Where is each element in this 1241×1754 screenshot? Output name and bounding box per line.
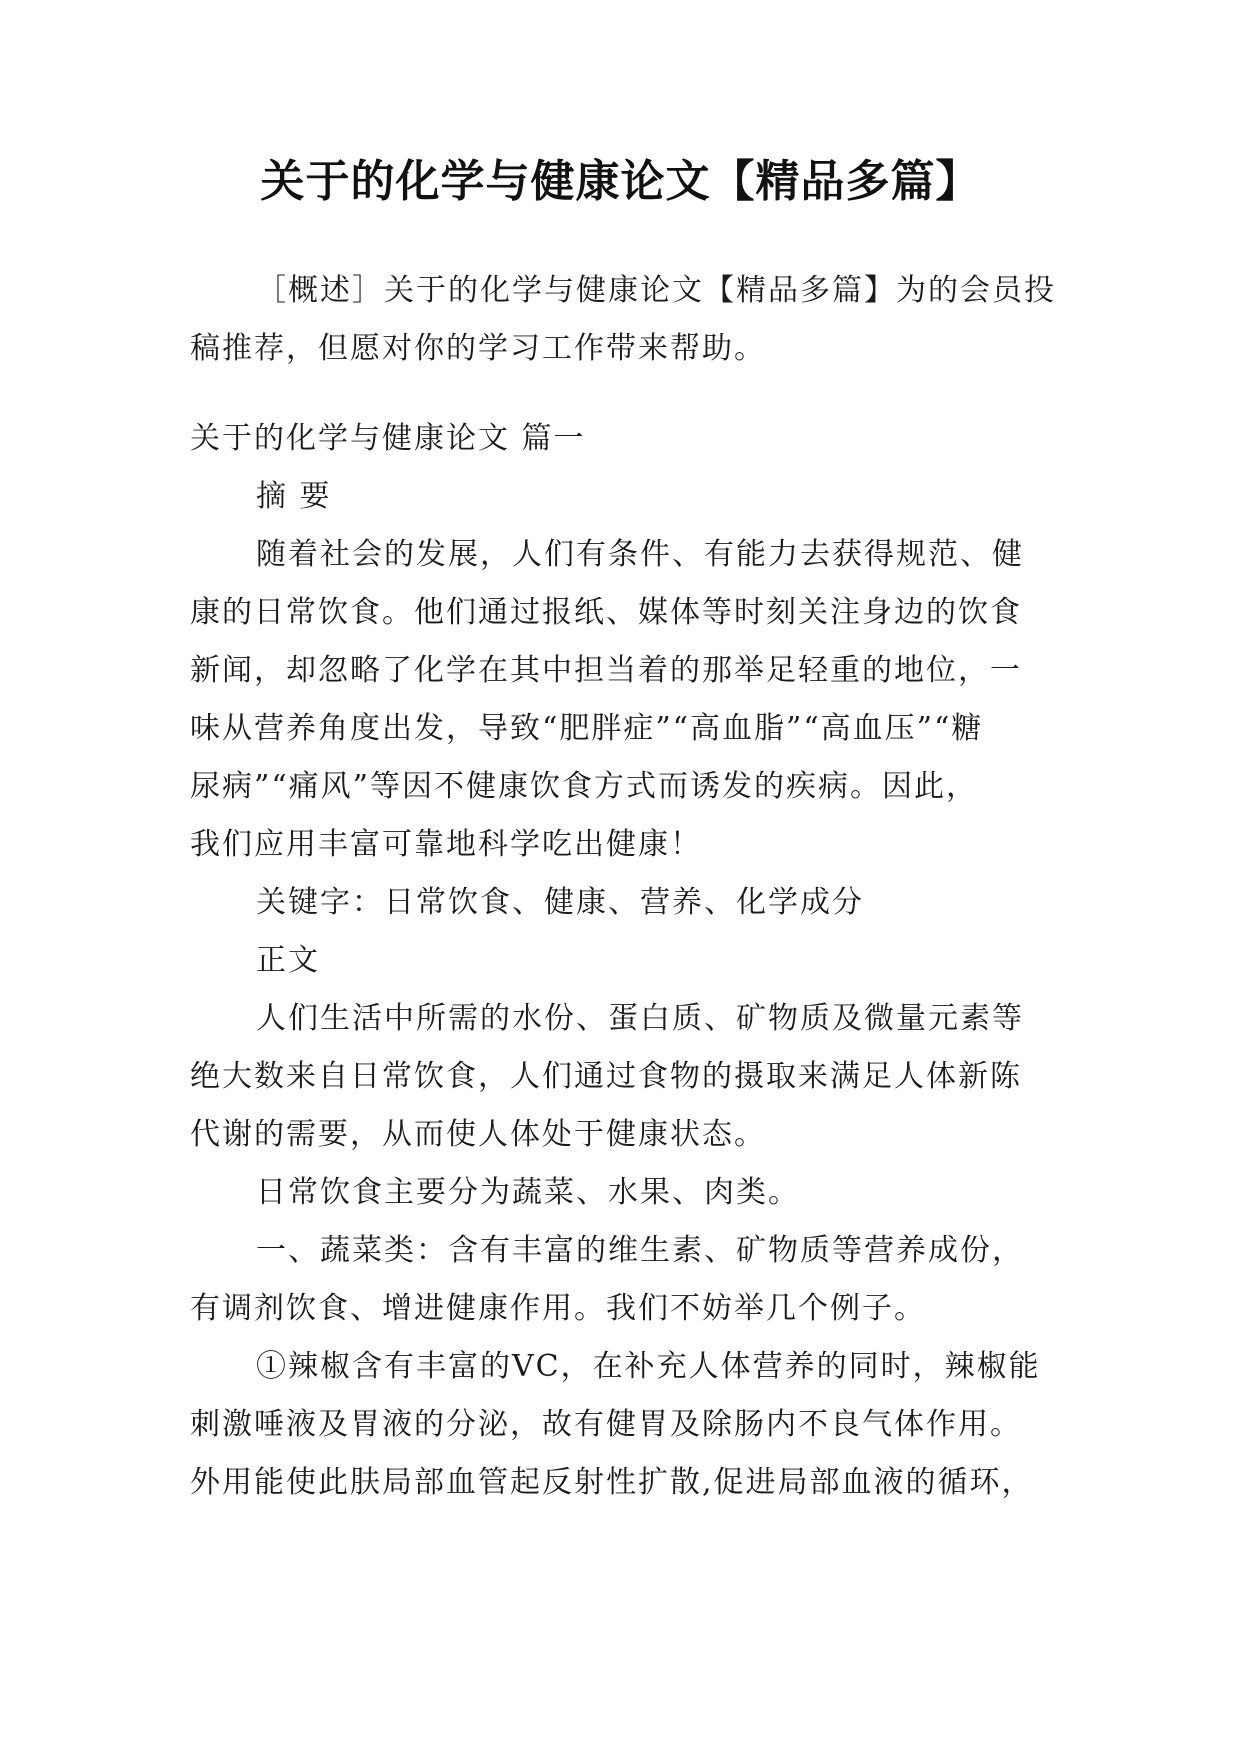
body-line: 尿病”“痛风”等因不健康饮食方式而诱发的疾病。因此，	[190, 769, 979, 804]
body-line: ①辣椒含有丰富的VC，在补充人体营养的同时，辣椒能	[256, 1349, 1041, 1384]
section-heading: 关于的化学与健康论文 篇一	[190, 421, 586, 456]
body-line: 有调剂饮食、增进健康作用。我们不妨举几个例子。	[190, 1291, 926, 1326]
body-line: 刺激唾液及胃液的分泌，故有健胃及除肠内不良气体作用。	[190, 1407, 1022, 1442]
body-line: 味从营养角度出发，导致“肥胖症”“高血脂”“高血压”“糖	[190, 711, 984, 746]
summary-line: 稿推荐，但愿对你的学习工作带来帮助。	[190, 331, 766, 366]
body-line: 一、蔬菜类：含有丰富的维生素、矿物质等营养成份，	[256, 1233, 1024, 1268]
body-line: 绝大数来自日常饮食，人们通过食物的摄取来满足人体新陈	[190, 1059, 1022, 1094]
body-line: 正文	[256, 943, 320, 978]
body-line: 我们应用丰富可靠地科学吃出健康！	[190, 827, 702, 862]
body-line: 代谢的需要，从而使人体处于健康状态。	[190, 1117, 766, 1152]
body-line: 摘 要	[256, 479, 332, 514]
body-line: 人们生活中所需的水份、蛋白质、矿物质及微量元素等	[256, 1001, 1024, 1036]
section-body	[190, 410, 1060, 1512]
summary-line: ［概述］关于的化学与健康论文【精品多篇】为的会员投	[256, 273, 1056, 308]
body-line: 外用能使此肤局部血管起反射性扩散,促进局部血液的循环，	[190, 1465, 1034, 1500]
document-title: 关于的化学与健康论文【精品多篇】	[260, 156, 981, 207]
body-lines	[190, 468, 1060, 1512]
summary-paragraph	[190, 262, 1060, 378]
body-line: 新闻，却忽略了化学在其中担当着的那举足轻重的地位，一	[190, 653, 1022, 688]
body-line: 随着社会的发展，人们有条件、有能力去获得规范、健	[256, 537, 1024, 572]
body-line: 康的日常饮食。他们通过报纸、媒体等时刻关注身边的饮食	[190, 595, 1022, 630]
body-line: 关键字：日常饮食、健康、营养、化学成分	[256, 885, 864, 920]
body-line: 日常饮食主要分为蔬菜、水果、肉类。	[256, 1175, 800, 1210]
